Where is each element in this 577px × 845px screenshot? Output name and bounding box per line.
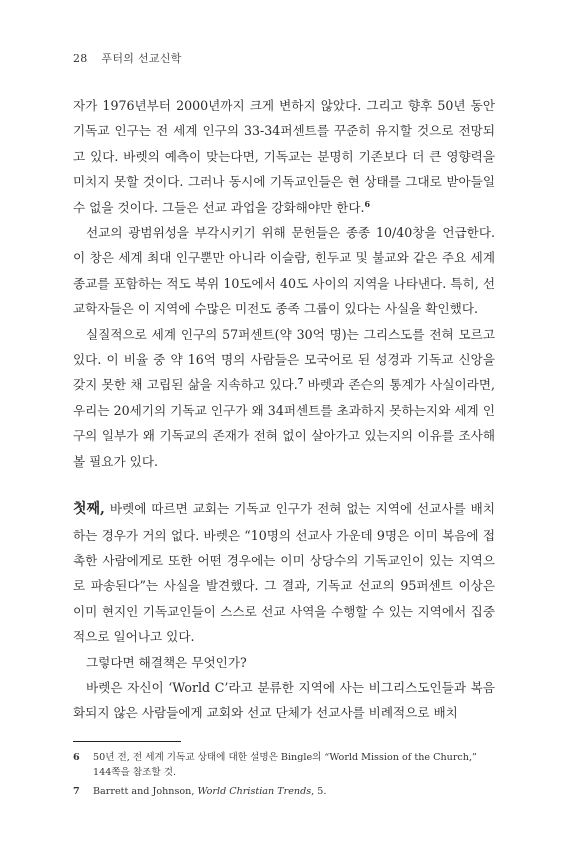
paragraph-text: 바렛과 존슨의 통계가 사실이라면, 우리는 20세기의 기독교 인구가 왜 34퍼센트를 초과하지 못하는지와 세계 인구의 일부가 왜 기독교의 존재가 전혀 없이 살아가고 있는지의 이유를 조사해 볼 필요가 있다. <box>73 377 495 469</box>
paragraph-text: 자가 1976년부터 2000년까지 크게 변하지 않았다. 그리고 향후 50년 동안 기독교 인구는 전 세계 인구의 33-34퍼센트를 꾸준히 유지할 것으로 전망되고 있다. 바렛의 예측이 맞는다면, 기독교는 분명히 기존보다 더 큰 영향력을 미치지 못할 것이다. 그러나 동시에 기독교인들은 현 상태를 그대로 받아들일 수 없을 것이다. 그들은 선교 과업을 강화해야만 한다. <box>73 98 495 215</box>
paragraph: 바렛은 자신이 ‘World C’라고 분류한 지역에 사는 비그리스도인들과 복음화되지 않은 사람들에게 교회와 선교 단체가 선교사를 비례적으로 배치 <box>73 679 495 721</box>
paragraph-text: 실질적으로 세계 인구의 57퍼센트(약 30억 명)는 그리스도를 전혀 모르고 있다. 이 비율 중 약 16억 명의 사람들은 모국어로 된 성경과 기독교 신앙을 갖지 못한 채 고립된 삶을 지속하고 있다. <box>73 326 495 393</box>
paragraph: 그렇다면 해결책은 무엇인가? <box>86 654 247 670</box>
footnote-ref[interactable]: 6 <box>364 198 371 209</box>
book-title: World Christian Trends <box>197 786 312 797</box>
page-number: 28 <box>73 52 88 65</box>
footnotes <box>73 750 495 803</box>
running-header <box>73 50 182 66</box>
main-text <box>73 93 495 726</box>
footnote-text: 50년 전, 전 세계 기독교 상태에 대한 설명은 Bingle의 “World Mission of the Church,” 144쪽을 참조할 것. <box>93 752 477 778</box>
footnote <box>73 784 495 799</box>
paragraph <box>73 496 495 649</box>
footnote-text <box>93 784 495 799</box>
paragraph-text: 바렛에 따르면 교회는 기독교 인구가 전혀 없는 지역에 선교사를 배치하는 경우가 거의 없다. 바렛은 “10명의 선교사 가운데 9명은 이미 복음에 접촉한 사람에게로 또한 어떤 경우에는 이미 상당수의 기독교인이 있는 지역으로 파송된다”는 사실을 발견했다. 그 결과, 기독교 선교의 95퍼센트 이상은 이미 현지인 기독교인들이 스스로 선교 사역을 수행할 수 있는 지역에서 집중적으로 일어나고 있다. <box>73 501 495 645</box>
footnote-number: 7 <box>73 786 80 797</box>
running-title: 푸터의 선교신학 <box>101 52 182 65</box>
paragraph: 선교의 광범위성을 부각시키기 위해 문헌들은 종종 10/40창을 언급한다. 이 창은 세계 최대 인구뿐만 아니라 이슬람, 힌두교 및 불교와 같은 주요 세계 종교를 포함하는 적도 북위 10도에서 40도 사이의 지역을 나타낸다. 특히, 선교학자들은 이 지역에 수많은 미전도 종족 그룹이 있다는 사실을 확인했다. <box>73 225 495 317</box>
footnote-text-part: , 5. <box>311 786 327 797</box>
paragraph <box>73 93 495 220</box>
footnote-divider <box>73 741 181 742</box>
footnote <box>73 750 495 780</box>
footnote-text-part: Barrett and Johnson, <box>93 786 198 797</box>
footnote-number: 6 <box>73 752 80 763</box>
lead-word: 첫째, <box>73 501 105 518</box>
footnote-ref[interactable]: 7 <box>297 376 304 387</box>
paragraph <box>73 322 495 474</box>
